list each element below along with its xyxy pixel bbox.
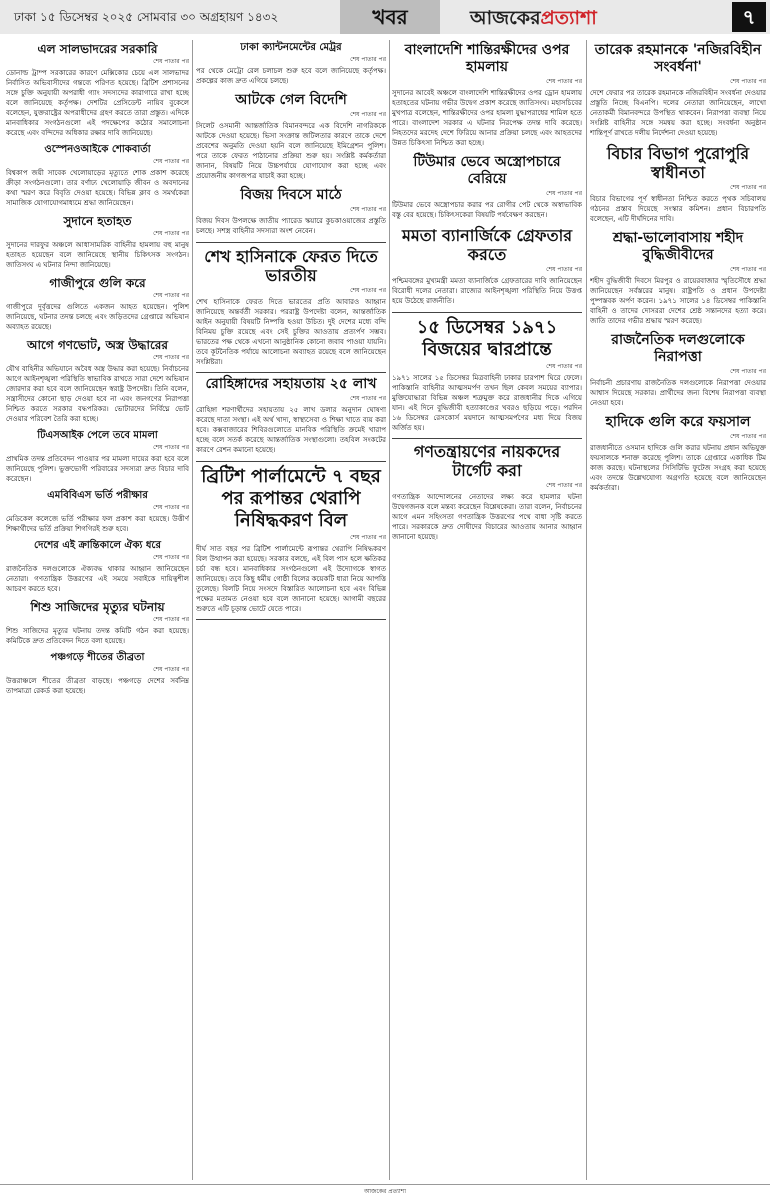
article-body: টিউমার ভেবে অস্ত্রোপচার করার পর রোগীর পেট থেকে অস্বাভাবিক বস্তু বের হয়েছে। চিকিৎসকেরা বিষয়টি পর্যবেক্ষণ করছেন।	[392, 201, 582, 219]
article-body: বিজয় দিবস উপলক্ষে জাতীয় প্যারেড স্কয়ারে কুচকাওয়াজের প্রস্তুতি চলছে। সশস্ত্র বাহিনীর সদস্যরা অংশ নেবেন।	[196, 217, 386, 235]
article-body: সুদানের আবেই অঞ্চলে বাংলাদেশি শান্তিরক্ষীদের ওপর ড্রোন হামলায় হতাহতের ঘটনায় গভীর উদ্বেগ প্রকাশ করেছে জাতিসংঘ। মহাসচিবের মুখপাত্র বলেছেন, শান্তিরক্ষীদের ওপর হামলা যুদ্ধাপরাধের শামিল হতে পারে। বাংলাদেশ সরকার এ ঘটনার নিরপেক্ষ তদন্ত দাবি করেছে। নিহতদের মরদেহ দেশে ফিরিয়ে আনার প্রক্রিয়া চলছে এবং আহতদের উন্নত চিকিৎসা নিশ্চিত করা হচ্ছে।	[392, 89, 582, 147]
article-headline: ব্রিটিশ পার্লামেন্টে ৭ বছর পর রূপান্তর থেরাপি নিষিদ্ধকরণ বিল	[201, 466, 381, 531]
article	[6, 276, 189, 332]
article-body: উত্তরাঞ্চলে শীতের তীব্রতা বাড়ছে। পঞ্চগড়ে দেশের সর্বনিম্ন তাপমাত্রা রেকর্ড করা হয়েছে।	[6, 677, 189, 695]
article-headline: শেখ হাসিনাকে ফেরত দিতে ভারতীয়	[204, 247, 378, 285]
continued-label: শেষ পাতার পর	[153, 554, 189, 561]
article-body: মেডিকেল কলেজে ভর্তি পরীক্ষার ফল প্রকাশ করা হয়েছে। উত্তীর্ণ শিক্ষার্থীদের ভর্তি প্রক্রিয়া শিগগিরই শুরু হবে।	[6, 515, 189, 533]
article	[6, 144, 189, 208]
column-3	[392, 40, 582, 1180]
article	[392, 154, 582, 220]
article	[392, 312, 582, 439]
article-body: গণতান্ত্রিক আন্দোলনের নেতাদের লক্ষ্য করে হামলার ঘটনা উদ্বেগজনক বলে মন্তব্য করেছেন বিশ্লেষকেরা। তারা বলেন, নির্বাচনের আগে এমন সহিংসতা গণতান্ত্রিক উত্তরণের পথে বাধা সৃষ্টি করতে পারে। সরকারকে দ্রুত দোষীদের বিচারের আওতায় আনার আহ্বান জানানো হয়েছে।	[392, 493, 582, 541]
continued-label: শেষ পাতার পর	[546, 266, 582, 273]
article	[6, 652, 189, 696]
article-body: দেশে ফেরার পর তারেক রহমানকে নজিরবিহীন সংবর্ধনা দেওয়ার প্রস্তুতি নিচ্ছে বিএনপি। দলের নেতারা জানিয়েছেন, লাখো নেতাকর্মী বিমানবন্দরে উপস্থিত থাকবেন। নিরাপত্তা ব্যবস্থা নিয়ে সংশ্লিষ্ট বাহিনীর সঙ্গে সমন্বয় করা হচ্ছে। সংবর্ধনা অনুষ্ঠান শান্তিপূর্ণ রাখতে দলীয় নির্দেশনা দেওয়া হয়েছে।	[590, 89, 766, 137]
article-headline: রাজনৈতিক দলগুলোকে নিরাপত্তা	[611, 332, 745, 365]
article-body: গাজীপুরে দুর্বৃত্তদের গুলিতে একজন আহত হয়েছেন। পুলিশ জানিয়েছে, ঘটনার তদন্ত চলছে এবং জড়িতদের গ্রেপ্তারে অভিযান অব্যাহত রয়েছে।	[6, 303, 189, 331]
article-body: রোহিঙ্গা শরণার্থীদের সহায়তায় ২৫ লাখ ডলার অনুদান ঘোষণা করেছে দাতা সংস্থা। এই অর্থ খাদ্য, স্বাস্থ্যসেবা ও শিক্ষা খাতে ব্যয় করা হবে। কক্সবাজারের শিবিরগুলোতে মানবিক পরিস্থিতি ক্রমেই খারাপ হচ্ছে বলে সতর্ক করেছে আন্তর্জাতিক সংস্থাগুলো। তহবিল সংকটের কারণে রেশন কমানো হয়েছে।	[196, 406, 386, 454]
continued-label: শেষ পাতার পর	[546, 363, 582, 370]
article-headline: আটকে গেল বিদেশি	[235, 92, 347, 108]
continued-label: শেষ পাতার পর	[153, 616, 189, 623]
article	[196, 42, 386, 86]
continued-label: শেষ পাতার পর	[153, 158, 189, 165]
continued-label: শেষ পাতার পর	[546, 190, 582, 197]
article	[6, 214, 189, 270]
article-headline: দেশের এই ক্রান্তিকালে ঐক্য ধরে	[34, 540, 161, 551]
article-body: শিশু সাজিদের মৃত্যুর ঘটনায় তদন্ত কমিটি গঠন করা হয়েছে। কমিটিকে দ্রুত প্রতিবেদন দিতে বলা হয়েছে।	[6, 627, 189, 645]
article-headline: সুদানে হতাহত	[63, 214, 132, 228]
article-headline: রোহিঙ্গাদের সহায়তায় ২৫ লাখ	[205, 376, 377, 392]
column-divider	[192, 40, 193, 1180]
article-headline: বাংলাদেশি শান্তিরক্ষীদের ওপর হামলায়	[404, 42, 570, 75]
article-body: রাজনৈতিক দলগুলোকে ঐক্যবদ্ধ থাকার আহ্বান জানিয়েছেন নেতারা। গণতান্ত্রিক উত্তরণের এই সময়ে সবাইকে দায়িত্বশীল আচরণ করতে হবে।	[6, 565, 189, 593]
article	[196, 187, 386, 236]
article-headline: শিশু সাজিদের মৃত্যুর ঘটনায়	[30, 600, 165, 614]
continued-label: শেষ পাতার পর	[350, 287, 386, 294]
continued-label: শেষ পাতার পর	[730, 368, 766, 375]
continued-label: শেষ পাতার পর	[153, 230, 189, 237]
article-headline: হাদিকে গুলি করে ফয়সাল	[605, 414, 751, 430]
article	[590, 332, 766, 408]
article	[590, 230, 766, 326]
article-body: পশ্চিমবঙ্গের মুখ্যমন্ত্রী মমতা ব্যানার্জিকে গ্রেফতারের দাবি জানিয়েছেন বিরোধী দলের নেতারা। রাজ্যের আইনশৃঙ্খলা পরিস্থিতি নিয়ে উত্তপ্ত হয়ে উঠেছে রাজনীতি।	[392, 277, 582, 305]
continued-label: শেষ পাতার পর	[153, 666, 189, 673]
article-headline: বিচার বিভাগ পুরোপুরি স্বাধীনতা	[606, 144, 750, 182]
article-headline: মমতা ব্যানার্জিকে গ্রেফতার করতে	[401, 226, 573, 264]
continued-label: শেষ পাতার পর	[730, 78, 766, 85]
article	[196, 376, 386, 455]
article-body: যৌথ বাহিনীর অভিযানে অবৈধ অস্ত্র উদ্ধার করা হয়েছে। নির্বাচনের আগে আইনশৃঙ্খলা পরিস্থিতি স্বাভাবিক রাখতে সারা দেশে অভিযান জোরদার করা হবে বলে জানিয়েছেন স্বরাষ্ট্র উপদেষ্টা। তিনি বলেন, সন্ত্রাসীদের কোনো ছাড় দেওয়া হবে না এবং জনগণের নিরাপত্তা নিশ্চিত করতে সরকার বদ্ধপরিকর। ভোটারদের নির্বিঘ্নে ভোট দেওয়ার পরিবেশ তৈরি করা হচ্ছে।	[6, 365, 189, 423]
article-headline: বিজয় দিবসে মাঠে	[240, 187, 342, 203]
article-body: নির্বাচনী প্রচারণায় রাজনৈতিক দলগুলোকে নিরাপত্তা দেওয়ার আশ্বাস দিয়েছে সরকার। প্রার্থীদের জন্য বিশেষ নিরাপত্তা ব্যবস্থা নেওয়া হবে।	[590, 379, 766, 407]
article-body: প্রাথমিক তদন্ত প্রতিবেদন পাওয়ার পর মামলা দায়ের করা হবে বলে জানিয়েছে পুলিশ। ভুক্তভোগী পরিবারের সদস্যরা দ্রুত বিচার দাবি করেছেন।	[6, 455, 189, 483]
logo-prefix: আজকের	[470, 7, 541, 29]
continued-label: শেষ পাতার পর	[546, 78, 582, 85]
article-body: শহীদ বুদ্ধিজীবী দিবসে মিরপুর ও রায়েরবাজার স্মৃতিসৌধে শ্রদ্ধা জানিয়েছেন সর্বস্তরের মানুষ। রাষ্ট্রপতি ও প্রধান উপদেষ্টা পুষ্পস্তবক অর্পণ করেন। ১৯৭১ সালের ১৪ ডিসেম্বর পাকিস্তানি বাহিনী ও তাদের দোসররা দেশের শ্রেষ্ঠ সন্তানদের হত্যা করে। জাতি তাদের গভীর শ্রদ্ধায় স্মরণ করেছে।	[590, 277, 766, 325]
continued-label: শেষ পাতার পর	[730, 266, 766, 273]
article-headline: এল সালভাদরের সরকারি	[37, 42, 158, 56]
article	[392, 42, 582, 148]
masthead-right	[440, 0, 770, 34]
continued-label: শেষ পাতার পর	[350, 206, 386, 213]
continued-label: শেষ পাতার পর	[153, 292, 189, 299]
page-footer: আজকের প্রত্যাশা	[0, 1184, 770, 1198]
continued-label: শেষ পাতার পর	[350, 534, 386, 541]
column-1	[6, 40, 189, 1180]
article-body: ডোনাল্ড ট্রাম্প সরকারের কারণে মেক্সিকোর চেয়ে এল সালভাদর নির্বাসিত অভিবাসীদের গন্তব্যে পরিণত হয়েছে। ব্রিটিশ প্রশাসনের সঙ্গে চুক্তি অনুযায়ী অপরাধী গ্যাং সদস্যদের কারাগারে রাখা হচ্ছে বলে জানিয়েছে কর্তৃপক্ষ। দেশটির প্রেসিডেন্ট নায়িব বুকেলে বলেছেন, যুক্তরাষ্ট্রের অপরাধীদের গ্রহণ করতে তারা প্রস্তুত। এদিকে মানবাধিকার সংগঠনগুলো এই পদক্ষেপের কঠোর সমালোচনা করেছে এবং বন্দিদের অধিকার রক্ষার দাবি জানিয়েছে।	[6, 69, 189, 137]
logo-accent: প্রত্যাশা	[540, 7, 597, 29]
article	[590, 414, 766, 493]
article-headline: ১৫ ডিসেম্বর ১৯৭১ বিজয়ের দ্বারপ্রান্তে	[416, 317, 558, 360]
continued-label: শেষ পাতার পর	[546, 482, 582, 489]
article-headline: ওস্পেনওআইকে শোকবার্তা	[44, 144, 151, 155]
article-body: বিশ্বকাপ জয়ী সাবেক খেলোয়াড়ের মৃত্যুতে শোক প্রকাশ করেছে ক্রীড়া সংগঠনগুলো। তার বর্ণাঢ্য খেলোয়াড়ি জীবন ও অবদানের কথা স্মরণ করে বিবৃতি দেওয়া হয়েছে। বিভিন্ন ক্লাব ও সমর্থকেরা সামাজিক যোগাযোগমাধ্যমে শ্রদ্ধা জানিয়েছেন।	[6, 169, 189, 207]
article	[6, 490, 189, 534]
article-body: পর থেকে মেট্রো রেল চলাচল শুরু হবে বলে জানিয়েছে কর্তৃপক্ষ। প্রকল্পের কাজ দ্রুত এগিয়ে চলছে।	[196, 67, 386, 85]
article-body: সুদানের দারফুর অঞ্চলে আধাসামরিক বাহিনীর হামলায় বহু মানুষ হতাহত হয়েছেন বলে জানিয়েছে স্থানীয় চিকিৎসক সংগঠন। জাতিসংঘ এ ঘটনার নিন্দা জানিয়েছে।	[6, 241, 189, 269]
article-headline: তারেক রহমানকে 'নজিরবিহীন সংবর্ধনা'	[594, 42, 762, 75]
continued-label: শেষ পাতার পর	[153, 504, 189, 511]
column-divider	[586, 40, 587, 1180]
column-2	[196, 40, 386, 1180]
article	[196, 92, 386, 181]
article	[6, 338, 189, 424]
article-headline: গাজীপুরে গুলি করে	[49, 276, 146, 290]
article	[196, 461, 386, 620]
section-title: খবর	[340, 0, 440, 34]
article-body: সিলেট ওসমানী আন্তর্জাতিক বিমানবন্দরে এক বিদেশি নাগরিককে আটকে দেওয়া হয়েছে। ভিসা সংক্রান্ত জটিলতার কারণে তাকে দেশে প্রবেশের অনুমতি দেওয়া হয়নি বলে জানিয়েছে ইমিগ্রেশন পুলিশ। পরে তাকে ফেরত পাঠানোর প্রক্রিয়া শুরু হয়। সংশ্লিষ্ট কর্মকর্তারা জানান, বিষয়টি নিয়ে উচ্চপর্যায়ে যোগাযোগ করা হচ্ছে এবং প্রয়োজনীয় কাগজপত্র যাচাই করা হচ্ছে।	[196, 122, 386, 180]
column-4	[590, 40, 766, 1180]
continued-label: শেষ পাতার পর	[730, 433, 766, 440]
column-divider	[389, 40, 390, 1180]
page-masthead	[0, 0, 770, 36]
article-body: রাজধানীতে ওসমান হাদিকে গুলি করার ঘটনায় প্রধান অভিযুক্ত ফয়সালকে শনাক্ত করেছে পুলিশ। তাকে গ্রেপ্তারে একাধিক টিম কাজ করছে। ঘটনাস্থলের সিসিটিভি ফুটেজ সংগ্রহ করা হয়েছে এবং তদন্তে উল্লেখযোগ্য অগ্রগতি হয়েছে বলে জানিয়েছেন কর্মকর্তারা।	[590, 444, 766, 492]
article-body: দীর্ঘ সাত বছর পর ব্রিটিশ পার্লামেন্টে রূপান্তর থেরাপি নিষিদ্ধকরণ বিল উত্থাপন করা হয়েছে। সরকার বলছে, এই বিল পাস হলে ক্ষতিকর চর্চা বন্ধ হবে। মানবাধিকার সংগঠনগুলো এই উদ্যোগকে স্বাগত জানিয়েছে। তবে কিছু ধর্মীয় গোষ্ঠী বিলের কয়েকটি ধারা নিয়ে আপত্তি তুলেছে। বিলটি নিয়ে সংসদে বিস্তারিত আলোচনা হবে এবং বিভিন্ন পক্ষের মতামত নেওয়া হবে বলে জানানো হয়েছে। আগামী বছরের শুরুতে এটি চূড়ান্ত ভোটে যেতে পারে।	[196, 545, 386, 613]
continued-label: শেষ পাতার পর	[350, 111, 386, 118]
article	[6, 540, 189, 594]
article-headline: ঢাকা ক্যান্টনমেন্টের মেট্রর	[240, 42, 342, 53]
continued-label: শেষ পাতার পর	[350, 395, 386, 402]
article	[6, 42, 189, 138]
article	[6, 430, 189, 484]
dateline: ঢাকা ১৫ ডিসেম্বর ২০২৫ সোমবার ৩০ অগ্রহায়ণ ১৪৩২	[0, 0, 340, 34]
article-body: বিচার বিভাগের পূর্ণ স্বাধীনতা নিশ্চিত করতে পৃথক সচিবালয় গঠনের প্রস্তাব দিয়েছে সংস্কার কমিশন। প্রধান বিচারপতি বলেছেন, এটি দীর্ঘদিনের দাবি।	[590, 195, 766, 223]
article	[196, 242, 386, 373]
article-headline: টিএসআইক পেলে তবে মামলা	[37, 430, 158, 441]
article	[392, 442, 582, 542]
article-headline: শ্রদ্ধা-ভালোবাসায় শহীদ বুদ্ধিজীবীদের	[612, 230, 744, 263]
continued-label: শেষ পাতার পর	[153, 444, 189, 451]
continued-label: শেষ পাতার পর	[350, 56, 386, 63]
continued-label: শেষ পাতার পর	[730, 184, 766, 191]
article-headline: টিউমার ভেবে অস্ত্রোপচারে বেরিয়ে	[413, 154, 561, 187]
article-headline: পঞ্চগড়ে শীতের তীব্রতা	[50, 652, 145, 663]
article	[392, 226, 582, 306]
continued-label: শেষ পাতার পর	[153, 354, 189, 361]
article	[6, 600, 189, 646]
article-headline: আগে গণভোট, অস্ত্র উদ্ধারের	[27, 338, 168, 352]
article	[590, 144, 766, 224]
newspaper-logo	[470, 4, 597, 36]
article-body: ১৯৭১ সালের ১৫ ডিসেম্বর মিত্রবাহিনী ঢাকার চারপাশ ঘিরে ফেলে। পাকিস্তানি বাহিনীর আত্মসমর্পণ তখন ছিল কেবল সময়ের ব্যাপার। মুক্তিযোদ্ধারা বিভিন্ন অঞ্চল শত্রুমুক্ত করে রাজধানীর দিকে এগিয়ে যান। এই দিনে বুদ্ধিজীবী হত্যাকাণ্ডের খবরও ছড়িয়ে পড়ে। পরদিন ১৬ ডিসেম্বর রেসকোর্স ময়দানে আত্মসমর্পণের মধ্য দিয়ে বিজয় অর্জিত হয়।	[392, 374, 582, 432]
article	[590, 42, 766, 138]
page-number: ৭	[732, 2, 766, 32]
article-body: শেখ হাসিনাকে ফেরত দিতে ভারতের প্রতি আবারও আহ্বান জানিয়েছে অন্তর্বর্তী সরকার। পররাষ্ট্র উপদেষ্টা বলেন, আন্তর্জাতিক আইন অনুযায়ী বিষয়টি নিষ্পত্তি হওয়া উচিত। দুই দেশের মধ্যে বন্দি বিনিময় চুক্তি রয়েছে এবং সেই চুক্তির আওতায় প্রত্যর্পণ সম্ভব। ভারতের পক্ষ থেকে এখনো আনুষ্ঠানিক কোনো জবাব পাওয়া যায়নি। তবে কূটনৈতিক পর্যায়ে আলোচনা অব্যাহত রয়েছে বলে জানিয়েছেন সংশ্লিষ্টরা।	[196, 298, 386, 366]
article-headline: এমবিবিএস ভর্তি পরীক্ষার	[47, 490, 148, 501]
continued-label: শেষ পাতার পর	[153, 58, 189, 65]
article-headline: গণতন্ত্রায়ণের নায়কদের টার্গেট করা	[413, 442, 561, 480]
